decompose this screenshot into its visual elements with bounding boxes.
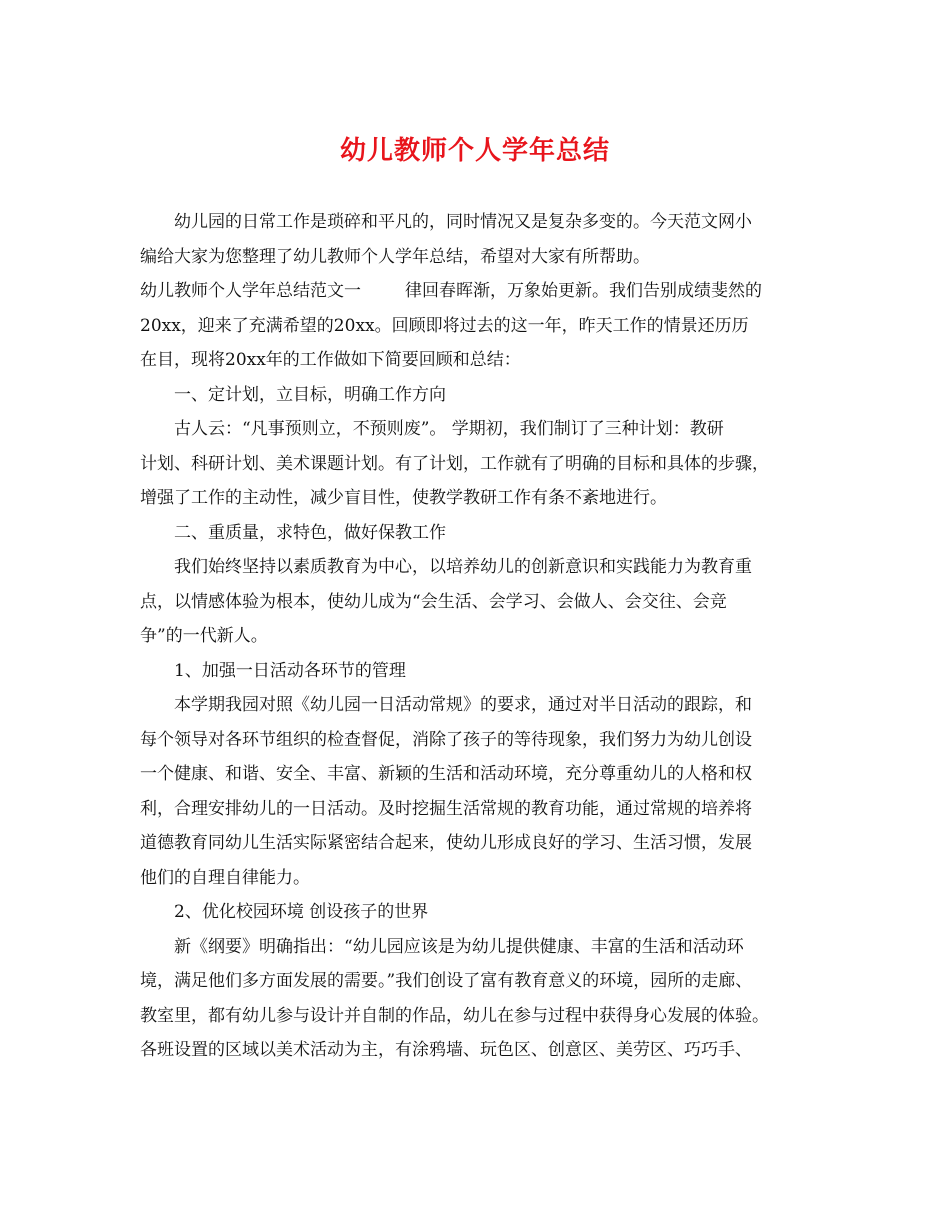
paragraph-line: 计划、科研计划、美术课题计划。有了计划，工作就有了明确的目标和具体的步骤， <box>140 453 769 474</box>
paragraph-line: 在目，现将20xx年的工作做如下简要回顾和总结： <box>140 350 521 370</box>
paragraph-line: 利，合理安排幼儿的一日活动。及时挖掘生活常规的教育功能，通过常规的培养将 <box>140 798 752 819</box>
paragraph-line <box>140 274 820 309</box>
paragraph-line: 幼儿园的日常工作是琐碎和平凡的，同时情况又是复杂多变的。今天范文网小 <box>174 212 752 232</box>
paragraph-inline: 律回春晖渐，万象始更新。我们告别成绩斐然的 <box>405 281 762 301</box>
paragraph-line: 新《纲要》明确指出：“幼儿园应该是为幼儿提供健康、丰富的生活和活动环 <box>174 936 744 957</box>
section-heading: 二、重质量，求特色，做好保教工作 <box>174 522 446 543</box>
paragraph-line: 增强了工作的主动性，减少盲目性，使教学教研工作有条不紊地进行。 <box>140 488 667 508</box>
paragraph-line: 他们的自理自律能力。 <box>140 867 310 888</box>
section-heading: 2、优化校园环境 创设孩子的世界 <box>174 902 429 922</box>
section-heading: 1、加强一日活动各环节的管理 <box>174 660 406 681</box>
paragraph-line: 我们始终坚持以素质教育为中心，以培养幼儿的创新意识和实践能力为教育重 <box>174 557 752 577</box>
paragraph-line: 20xx，迎来了充满希望的20xx。回顾即将过去的这一年，昨天工作的情景还历历 <box>140 315 749 336</box>
paragraph-line: 境，满足他们多方面发展的需要。”我们创设了富有教育意义的环境，园所的走廊、 <box>140 971 753 991</box>
paragraph-line: 一个健康、和谐、安全、丰富、新颖的生活和活动环境，充分尊重幼儿的人格和权 <box>140 764 752 784</box>
paragraph-line: 教室里，都有幼儿参与设计并自制的作品，幼儿在参与过程中获得身心发展的体验。 <box>140 1005 769 1026</box>
paragraph-line: 各班设置的区域以美术活动为主，有涂鸦墙、玩色区、创意区、美劳区、巧巧手、 <box>140 1040 752 1060</box>
section-heading: 一、定计划，立目标，明确工作方向 <box>174 384 446 405</box>
paragraph-line: 每个领导对各环节组织的检查督促，消除了孩子的等待现象，我们努力为幼儿创设 <box>140 729 752 750</box>
paragraph-line: 本学期我园对照《幼儿园一日活动常规》的要求，通过对半日活动的跟踪，和 <box>174 695 752 715</box>
document-body <box>140 205 820 1068</box>
paragraph-line: 古人云：“凡事预则立，不预则废”。 学期初，我们制订了三种计划：教研 <box>174 419 724 439</box>
paragraph-line: 争”的一代新人。 <box>140 626 268 646</box>
document-title: 幼儿教师个人学年总结 <box>339 136 610 166</box>
paragraph-line: 编给大家为您整理了幼儿教师个人学年总结，希望对大家有所帮助。 <box>140 246 650 267</box>
section-heading-inline: 幼儿教师个人学年总结范文一 <box>140 281 361 301</box>
paragraph-line: 道德教育同幼儿生活实际紧密结合起来，使幼儿形成良好的学习、生活习惯，发展 <box>140 833 752 853</box>
paragraph-line: 点，以情感体验为根本，使幼儿成为“会生活、会学习、会做人、会交往、会竞 <box>140 591 727 612</box>
